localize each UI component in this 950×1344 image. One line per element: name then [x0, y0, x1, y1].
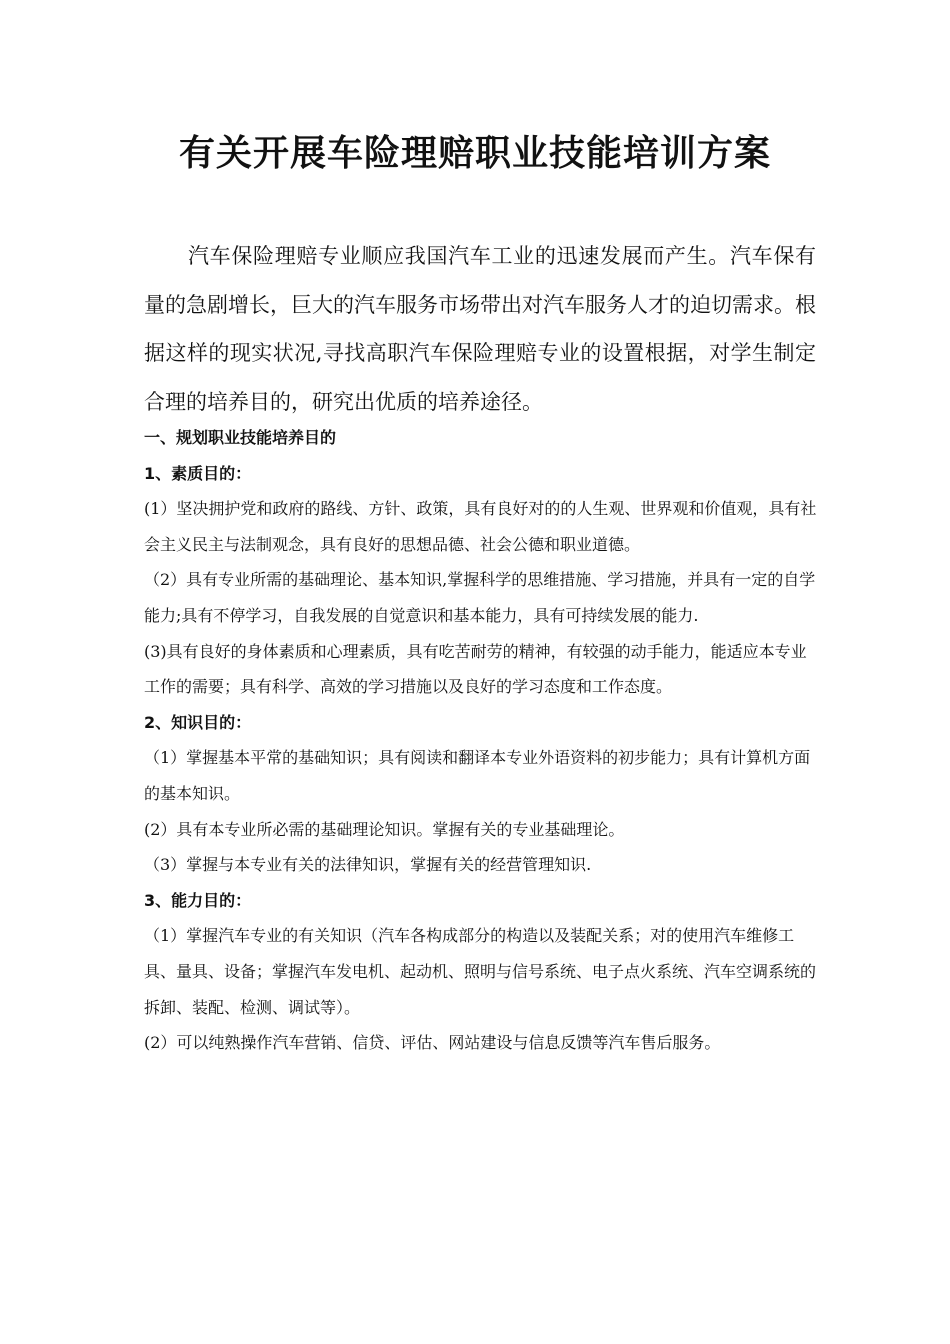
paragraph-quality-3: (3)具有良好的身体素质和心理素质，具有吃苦耐劳的精神，有较强的动手能力，能适应本专业工作的需要；具有科学、高效的学习措施以及良好的学习态度和工作态度。	[144, 641, 807, 697]
subsection-heading-quality: 1、素质目的：	[144, 463, 252, 483]
paragraph-knowledge-3: （3）掌握与本专业有关的法律知识，掌握有关的经营管理知识.	[144, 855, 592, 875]
document-body	[144, 420, 820, 1061]
paragraph-knowledge-2: (2）具有本专业所必需的基础理论知识。掌握有关的专业基础理论。	[144, 819, 625, 839]
paragraph-quality-1: (1）坚决拥护党和政府的路线、方针、政策，具有良好对的的人生观、世界观和价值观，具有社会主义民主与法制观念，具有良好的思想品德、社会公德和职业道德。	[144, 499, 817, 554]
section-heading: 一、规划职业技能培养目的	[144, 428, 337, 447]
paragraph-knowledge-1: （1）掌握基本平常的基础知识；具有阅读和翻译本专业外语资料的初步能力；具有计算机方面的基本知识。	[144, 748, 811, 803]
paragraph-ability-1: （1）掌握汽车专业的有关知识（汽车各构成部分的构造以及装配关系；对的使用汽车维修工具、量具、设备；掌握汽车发电机、起动机、照明与信号系统、电子点火系统、汽车空调系统的拆卸、装配、检测、调试等）。	[144, 926, 817, 1017]
paragraph-ability-2: (2）可以纯熟操作汽车营销、信贷、评估、网站建设与信息反馈等汽车售后服务。	[144, 1033, 721, 1053]
intro-paragraph: 汽车保险理赔专业顺应我国汽车工业的迅速发展而产生。汽车保有量的急剧增长，巨大的汽车服务市场带出对汽车服务人才的迫切需求。根据这样的现实状况,寻找高职汽车保险理赔专业的设置根据，对学生制定合理的培养目的，研究出优质的培养途径。	[144, 244, 816, 414]
paragraph-quality-2: （2）具有专业所需的基础理论、基本知识,掌握科学的思维措施、学习措施，并具有一定的自学能力;具有不停学习，自我发展的自觉意识和基本能力，具有可持续发展的能力.	[144, 570, 816, 625]
subsection-heading-knowledge: 2、知识目的：	[144, 712, 252, 732]
subsection-heading-ability: 3、能力目的：	[144, 890, 252, 910]
document-title: 有关开展车险理赔职业技能培训方案	[178, 133, 771, 174]
